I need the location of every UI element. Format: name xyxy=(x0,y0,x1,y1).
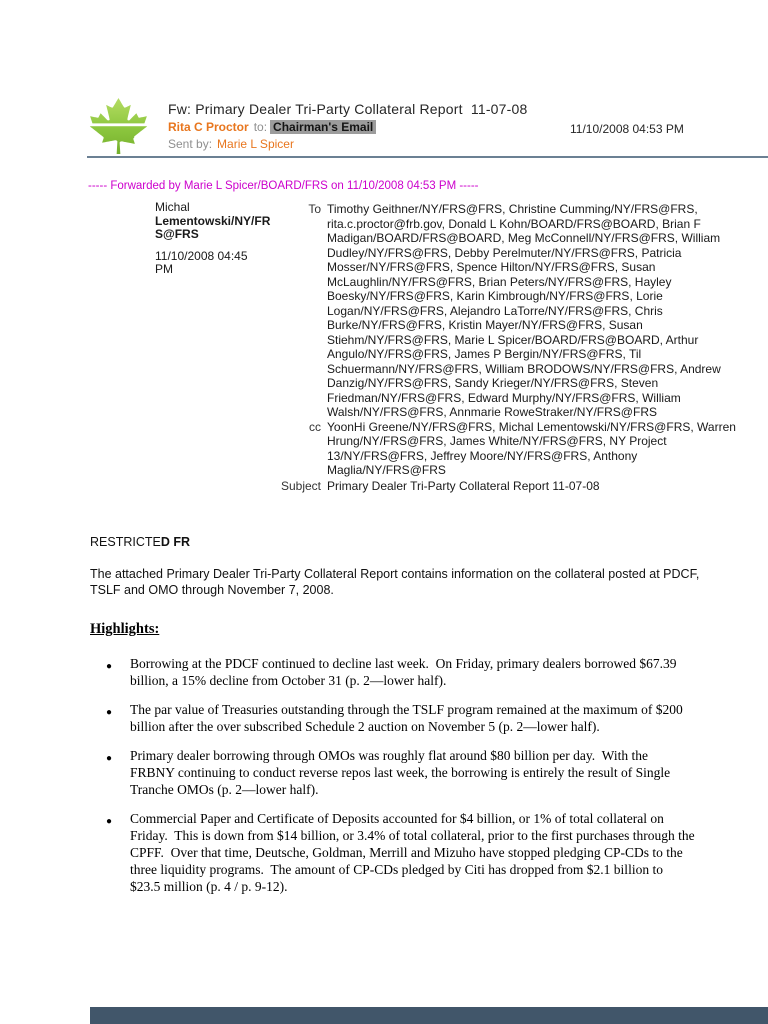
to-row-label: To xyxy=(308,202,321,216)
subject-value: Primary Dealer Tri-Party Collateral Report 11-07-08 xyxy=(327,478,600,493)
forwarded-banner: ----- Forwarded by Marie L Spicer/BOARD/FRS on 11/10/2008 04:53 PM ----- xyxy=(88,180,479,192)
email-body xyxy=(90,535,704,907)
sender-datetime-line2: PM xyxy=(155,262,173,276)
highlight-bullet-cpcd xyxy=(90,810,699,895)
bullet-text: Borrowing at the PDCF continued to decline last week. On Friday, primary dealers borrowed $67.39 billion, a 15% decline from October 31 (p. 2—lower half). xyxy=(130,656,680,688)
to-recipients: Timothy Geithner/NY/FRS@FRS, Christine Cumming/NY/FRS@FRS, rita.c.proctor@frb.gov, Donald L Kohn/BOARD/FRS@BOARD, Brian F Madigan/BOARD/FRS@BOARD, Meg McConnell/NY/FRS@FRS, William Dudley/NY/FRS@FRS, Debby Perelmuter/NY/FRS@FRS, Patricia Mosser/NY/FRS@FRS, Spence Hilton/NY/FRS@FRS, Susan McLaughlin/NY/FRS@FRS, Brian Peters/NY/FRS@FRS, Hayley Boesky/NY/FRS@FRS, Karin Kimbrough/NY/FRS@FRS, Lorie Logan/NY/FRS@FRS, Alejandro LaTorre/NY/FRS@FRS, Chris Burke/NY/FRS@FRS, Kristin Mayer/NY/FRS@FRS, Susan Stiehm/NY/FRS@FRS, Marie L Spicer/BOARD/FRS@BOARD, Arthur Angulo/NY/FRS@FRS, James P Bergin/NY/FRS@FRS, Til Schuermann/NY/FRS@FRS, William BRODOWS/NY/FRS@FRS, Andrew Danzig/NY/FRS@FRS, Sandy Krieger/NY/FRS@FRS, Steven Friedman/NY/FRS@FRS, Edward Murphy/NY/FRS@FRS, William Walsh/NY/FRS@FRS, Annmarie RoweStraker/NY/FRS@FRS xyxy=(327,202,721,419)
bullet-icon: ● xyxy=(106,816,113,827)
bullet-text: Commercial Paper and Certificate of Deposits accounted for $4 billion, or 1% of total collateral on Friday. This is down from $14 billion, or 3.4% of total collateral, prior to the first purchases through the CPFF. Over that time, Deutsche, Goldman, Merrill and Mizuho have stopped pledging CP-CDs to the three liquidity programs. The amount of CP-CDs pledged by Citi has dropped from $2.1 billion to $23.5 million (p. 4 / p. 9-12). xyxy=(130,811,699,894)
sender-name-line2: Lementowski/NY/FR xyxy=(155,213,271,228)
highlights-heading: Highlights: xyxy=(90,621,160,637)
to-row xyxy=(279,202,745,420)
sent-by-label: Sent by: xyxy=(168,137,213,151)
subject-row-label: Subject xyxy=(280,478,321,493)
bullet-icon: ● xyxy=(106,707,113,718)
forward-sender-block xyxy=(155,201,287,277)
highlights-list xyxy=(90,655,704,895)
cc-row xyxy=(279,420,745,478)
cc-recipients: YoonHi Greene/NY/FRS@FRS, Michal Lementowski/NY/FRS@FRS, Warren Hrung/NY/FRS@FRS, James White/NY/FRS@FRS, NY Project 13/NY/FRS@FRS, Jeffrey Moore/NY/FRS@FRS, Anthony Maglia/NY/FRS@FRS xyxy=(327,419,736,477)
highlight-bullet-tslf xyxy=(90,701,695,735)
bullet-text: The par value of Treasuries outstanding through the TSLF program remained at the maximum of $200 billion after the over subscribed Schedule 2 auction on November 5 (p. 2—lower half). xyxy=(130,702,687,734)
highlight-bullet-pdcf xyxy=(90,655,695,689)
sent-by-line xyxy=(168,137,294,151)
intro-paragraph: The attached Primary Dealer Tri-Party Collateral Report contains information on the collateral posted at PDCF, TSLF and OMO through November 7, 2008. xyxy=(90,567,703,597)
bullet-icon: ● xyxy=(106,661,113,672)
subject-row xyxy=(279,479,745,494)
redacted-recipient-highlight: Chairman's Email xyxy=(270,120,376,134)
header-divider-rule xyxy=(87,156,768,158)
recipient-table xyxy=(279,202,745,493)
to-label: to: xyxy=(253,120,268,134)
sender-name-line3: S@FRS xyxy=(155,227,199,241)
cc-row-label: cc xyxy=(309,419,321,434)
bullet-text: Primary dealer borrowing through OMOs was roughly flat around $80 billion per day. With the FRBNY continuing to conduct reverse repos last week, the borrowing is entirely the result of Single Tranche OMOs (p. 2—lower half). xyxy=(130,748,674,797)
from-name: Rita C Proctor xyxy=(168,120,249,134)
bullet-icon: ● xyxy=(106,753,113,764)
restricted-part1: RESTRICTE xyxy=(90,535,161,549)
email-subject-title: Fw: Primary Dealer Tri-Party Collateral Report 11-07-08 xyxy=(168,101,528,117)
sender-datetime-line1: 11/10/2008 04:45 xyxy=(155,248,248,263)
highlight-bullet-omo xyxy=(90,747,695,798)
sent-by-name: Marie L Spicer xyxy=(217,137,294,151)
email-from-line xyxy=(168,120,376,134)
sender-name-line1: Michal xyxy=(155,200,190,214)
maple-leaf-logo-icon xyxy=(87,98,150,154)
email-date: 11/10/2008 04:53 PM xyxy=(570,122,684,136)
restricted-part2: D FR xyxy=(160,535,191,549)
next-page-edge-bar xyxy=(90,1007,768,1024)
restricted-marking xyxy=(90,535,704,549)
